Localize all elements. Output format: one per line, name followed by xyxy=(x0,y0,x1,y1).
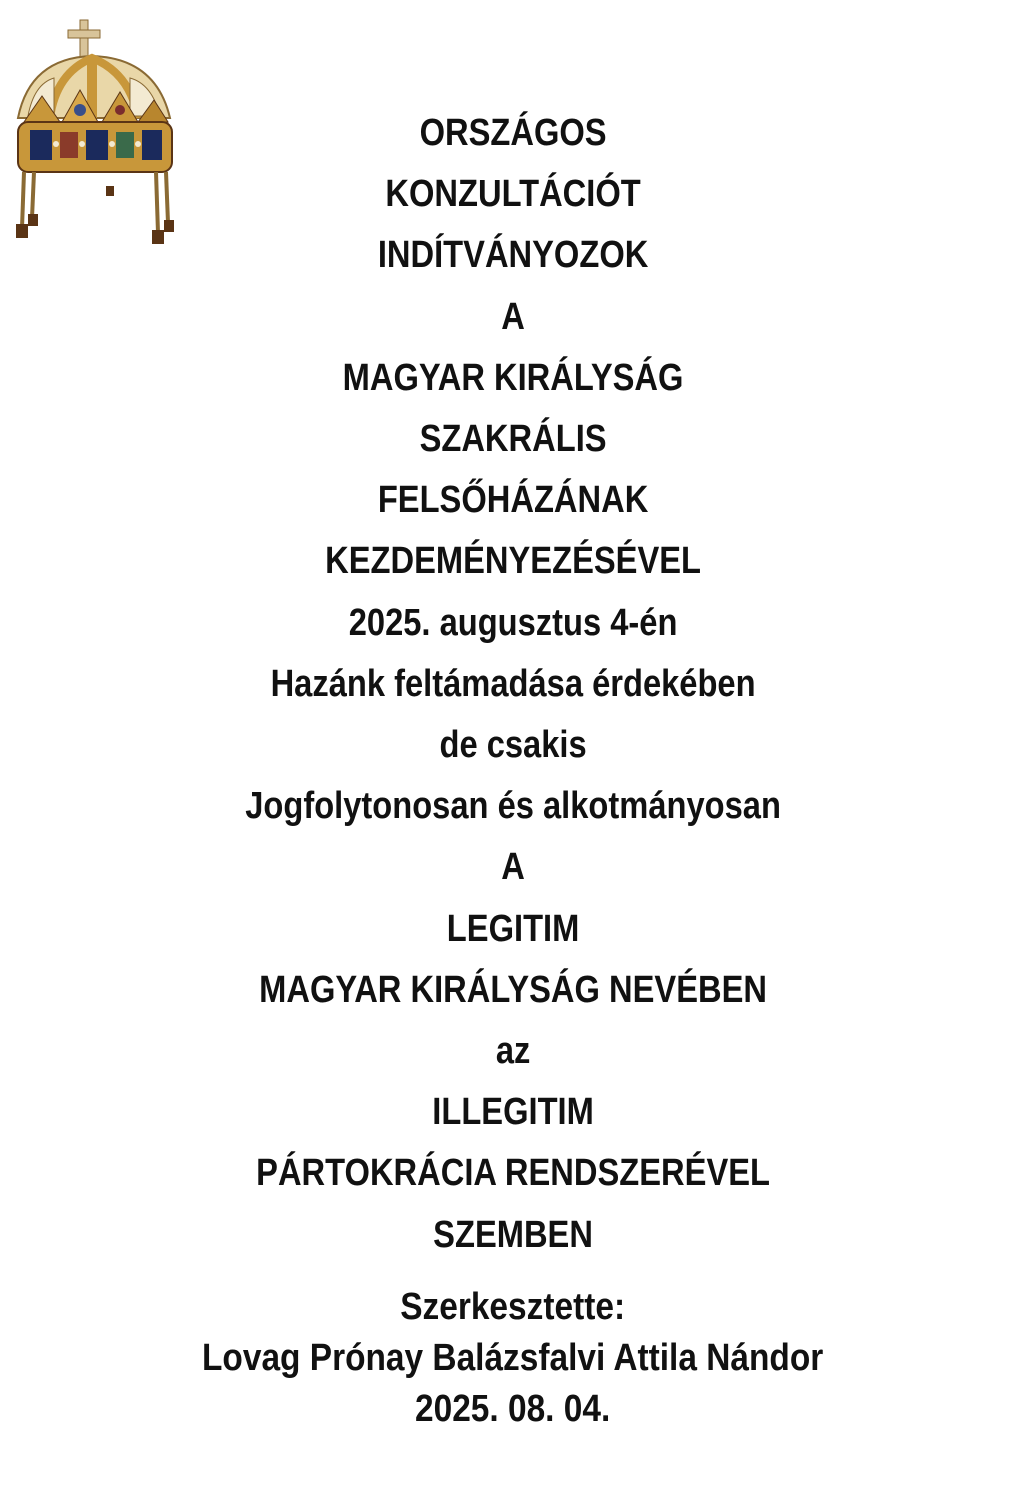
body-line: Hazánk feltámadása érdekében xyxy=(270,662,756,705)
heading-line: ILLEGITIM xyxy=(432,1091,594,1134)
heading-line: PÁRTOKRÁCIA RENDSZERÉVEL xyxy=(256,1152,771,1195)
heading-line: A xyxy=(501,846,525,889)
heading-line: A xyxy=(501,295,525,338)
heading-line: SZEMBEN xyxy=(433,1213,593,1256)
heading-line: ORSZÁGOS xyxy=(419,112,607,154)
date-line: 2025. augusztus 4-én xyxy=(348,601,678,644)
heading-line: FELSŐHÁZÁNAK xyxy=(377,479,649,522)
author-name: Lovag Prónay Balázsfalvi Attila Nándor xyxy=(202,1337,824,1379)
heading-line: KEZDEMÉNYEZÉSÉVEL xyxy=(325,540,702,583)
edited-by-label: Szerkesztette: xyxy=(400,1286,626,1328)
signature-block xyxy=(0,1282,1020,1435)
proclamation-text xyxy=(0,103,1020,1266)
heading-line: SZAKRÁLIS xyxy=(419,418,607,461)
heading-line: LEGITIM xyxy=(446,907,580,950)
heading-line: INDÍTVÁNYOZOK xyxy=(377,234,649,277)
heading-line: KONZULTÁCIÓT xyxy=(385,173,641,216)
body-line: de csakis xyxy=(439,724,587,767)
heading-line: MAGYAR KIRÁLYSÁG NEVÉBEN xyxy=(259,968,768,1011)
body-line: Jogfolytonosan és alkotmányosan xyxy=(245,785,781,828)
heading-line: MAGYAR KIRÁLYSÁG xyxy=(342,356,684,399)
body-line: az xyxy=(495,1030,531,1073)
signature-date: 2025. 08. 04. xyxy=(415,1388,611,1430)
